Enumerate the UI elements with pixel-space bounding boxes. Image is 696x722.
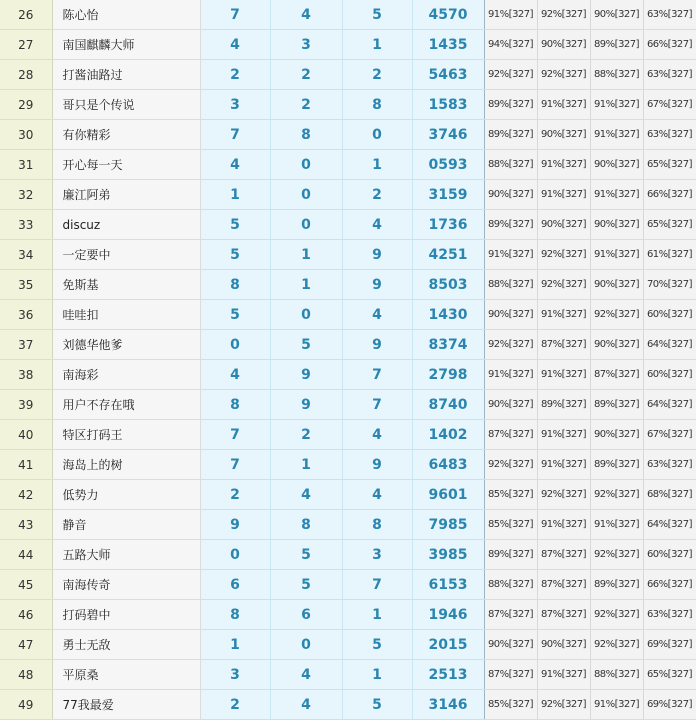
digit-2-cell: 9 xyxy=(270,360,342,390)
username-cell: 静音 xyxy=(52,510,200,540)
stat-1-cell: 91%[327] xyxy=(484,360,537,390)
digit-2-cell: 5 xyxy=(270,570,342,600)
stat-3-cell: 91%[327] xyxy=(590,180,643,210)
number-cell: 1736 xyxy=(412,210,484,240)
table-row xyxy=(0,180,696,210)
digit-2-cell: 2 xyxy=(270,90,342,120)
stat-1-cell: 89%[327] xyxy=(484,120,537,150)
digit-3-cell: 5 xyxy=(342,0,412,30)
digit-3-cell: 1 xyxy=(342,660,412,690)
stat-4-cell: 65%[327] xyxy=(643,210,696,240)
digit-3-cell: 2 xyxy=(342,60,412,90)
stat-2-cell: 91%[327] xyxy=(537,420,590,450)
table-row xyxy=(0,660,696,690)
stat-3-cell: 89%[327] xyxy=(590,570,643,600)
stat-3-cell: 89%[327] xyxy=(590,450,643,480)
stat-4-cell: 63%[327] xyxy=(643,600,696,630)
stat-4-cell: 66%[327] xyxy=(643,180,696,210)
rank-cell: 46 xyxy=(0,600,52,630)
digit-2-cell: 4 xyxy=(270,660,342,690)
rank-cell: 41 xyxy=(0,450,52,480)
stat-3-cell: 90%[327] xyxy=(590,270,643,300)
stat-1-cell: 89%[327] xyxy=(484,210,537,240)
rank-cell: 32 xyxy=(0,180,52,210)
rank-cell: 35 xyxy=(0,270,52,300)
digit-1-cell: 4 xyxy=(200,30,270,60)
digit-2-cell: 0 xyxy=(270,630,342,660)
stat-1-cell: 90%[327] xyxy=(484,390,537,420)
stat-2-cell: 91%[327] xyxy=(537,90,590,120)
stat-3-cell: 92%[327] xyxy=(590,600,643,630)
stat-2-cell: 92%[327] xyxy=(537,60,590,90)
rank-cell: 39 xyxy=(0,390,52,420)
table-row xyxy=(0,0,696,30)
digit-3-cell: 8 xyxy=(342,510,412,540)
stat-3-cell: 92%[327] xyxy=(590,300,643,330)
rank-cell: 29 xyxy=(0,90,52,120)
rank-cell: 26 xyxy=(0,0,52,30)
username-cell: 一定要中 xyxy=(52,240,200,270)
stat-2-cell: 87%[327] xyxy=(537,600,590,630)
stat-2-cell: 90%[327] xyxy=(537,30,590,60)
digit-2-cell: 2 xyxy=(270,420,342,450)
stat-4-cell: 60%[327] xyxy=(643,540,696,570)
digit-3-cell: 4 xyxy=(342,420,412,450)
stat-2-cell: 91%[327] xyxy=(537,180,590,210)
rank-cell: 31 xyxy=(0,150,52,180)
rank-cell: 45 xyxy=(0,570,52,600)
stat-1-cell: 91%[327] xyxy=(484,0,537,30)
table-row xyxy=(0,150,696,180)
stat-3-cell: 89%[327] xyxy=(590,30,643,60)
stat-1-cell: 90%[327] xyxy=(484,300,537,330)
digit-1-cell: 2 xyxy=(200,480,270,510)
table-row xyxy=(0,60,696,90)
digit-3-cell: 9 xyxy=(342,450,412,480)
stat-2-cell: 92%[327] xyxy=(537,240,590,270)
digit-3-cell: 5 xyxy=(342,690,412,720)
stat-4-cell: 67%[327] xyxy=(643,420,696,450)
username-cell: 用户不存在哦 xyxy=(52,390,200,420)
digit-1-cell: 6 xyxy=(200,570,270,600)
digit-1-cell: 5 xyxy=(200,210,270,240)
digit-3-cell: 7 xyxy=(342,390,412,420)
username-cell: 海岛上的树 xyxy=(52,450,200,480)
number-cell: 2513 xyxy=(412,660,484,690)
username-cell: 哇哇扣 xyxy=(52,300,200,330)
number-cell: 3985 xyxy=(412,540,484,570)
stat-3-cell: 92%[327] xyxy=(590,540,643,570)
number-cell: 8503 xyxy=(412,270,484,300)
rank-cell: 40 xyxy=(0,420,52,450)
username-cell: discuz xyxy=(52,210,200,240)
table-row xyxy=(0,330,696,360)
digit-1-cell: 0 xyxy=(200,330,270,360)
table-row xyxy=(0,300,696,330)
number-cell: 9601 xyxy=(412,480,484,510)
table-row xyxy=(0,270,696,300)
stat-4-cell: 68%[327] xyxy=(643,480,696,510)
digit-1-cell: 2 xyxy=(200,690,270,720)
username-cell: 陈心怡 xyxy=(52,0,200,30)
stat-3-cell: 90%[327] xyxy=(590,330,643,360)
digit-2-cell: 5 xyxy=(270,330,342,360)
stat-3-cell: 91%[327] xyxy=(590,90,643,120)
stat-4-cell: 63%[327] xyxy=(643,60,696,90)
username-cell: 特区打码王 xyxy=(52,420,200,450)
digit-2-cell: 1 xyxy=(270,270,342,300)
digit-2-cell: 8 xyxy=(270,510,342,540)
stat-3-cell: 91%[327] xyxy=(590,510,643,540)
rank-cell: 27 xyxy=(0,30,52,60)
number-cell: 5463 xyxy=(412,60,484,90)
number-cell: 8374 xyxy=(412,330,484,360)
number-cell: 1402 xyxy=(412,420,484,450)
stat-4-cell: 69%[327] xyxy=(643,630,696,660)
digit-1-cell: 7 xyxy=(200,0,270,30)
table-row xyxy=(0,30,696,60)
username-cell: 77我最爱 xyxy=(52,690,200,720)
username-cell: 低势力 xyxy=(52,480,200,510)
digit-3-cell: 1 xyxy=(342,30,412,60)
stat-4-cell: 64%[327] xyxy=(643,510,696,540)
digit-2-cell: 1 xyxy=(270,450,342,480)
stat-4-cell: 63%[327] xyxy=(643,120,696,150)
digit-1-cell: 4 xyxy=(200,150,270,180)
stat-3-cell: 91%[327] xyxy=(590,240,643,270)
rank-cell: 49 xyxy=(0,690,52,720)
stat-4-cell: 63%[327] xyxy=(643,450,696,480)
username-cell: 南海传奇 xyxy=(52,570,200,600)
digit-2-cell: 4 xyxy=(270,0,342,30)
stat-2-cell: 91%[327] xyxy=(537,660,590,690)
number-cell: 2798 xyxy=(412,360,484,390)
rank-cell: 28 xyxy=(0,60,52,90)
number-cell: 8740 xyxy=(412,390,484,420)
stat-1-cell: 88%[327] xyxy=(484,150,537,180)
stat-3-cell: 90%[327] xyxy=(590,210,643,240)
stat-1-cell: 90%[327] xyxy=(484,180,537,210)
username-cell: 有你精彩 xyxy=(52,120,200,150)
number-cell: 3146 xyxy=(412,690,484,720)
digit-2-cell: 0 xyxy=(270,150,342,180)
stat-1-cell: 91%[327] xyxy=(484,240,537,270)
stat-3-cell: 90%[327] xyxy=(590,420,643,450)
stat-3-cell: 89%[327] xyxy=(590,390,643,420)
digit-2-cell: 8 xyxy=(270,120,342,150)
digit-3-cell: 8 xyxy=(342,90,412,120)
stat-1-cell: 94%[327] xyxy=(484,30,537,60)
table-row xyxy=(0,690,696,720)
stat-3-cell: 90%[327] xyxy=(590,0,643,30)
number-cell: 1435 xyxy=(412,30,484,60)
stat-2-cell: 91%[327] xyxy=(537,450,590,480)
table-row xyxy=(0,540,696,570)
digit-2-cell: 5 xyxy=(270,540,342,570)
stat-4-cell: 64%[327] xyxy=(643,390,696,420)
digit-2-cell: 0 xyxy=(270,180,342,210)
number-cell: 3159 xyxy=(412,180,484,210)
stat-2-cell: 92%[327] xyxy=(537,0,590,30)
stat-3-cell: 92%[327] xyxy=(590,480,643,510)
table-row xyxy=(0,390,696,420)
digit-1-cell: 1 xyxy=(200,180,270,210)
digit-3-cell: 3 xyxy=(342,540,412,570)
digit-3-cell: 9 xyxy=(342,330,412,360)
stat-2-cell: 91%[327] xyxy=(537,510,590,540)
table-row xyxy=(0,240,696,270)
stat-4-cell: 64%[327] xyxy=(643,330,696,360)
digit-2-cell: 4 xyxy=(270,690,342,720)
digit-2-cell: 0 xyxy=(270,210,342,240)
digit-3-cell: 2 xyxy=(342,180,412,210)
stat-1-cell: 85%[327] xyxy=(484,690,537,720)
number-cell: 2015 xyxy=(412,630,484,660)
stat-2-cell: 87%[327] xyxy=(537,540,590,570)
table-row xyxy=(0,480,696,510)
stat-4-cell: 66%[327] xyxy=(643,30,696,60)
stat-3-cell: 91%[327] xyxy=(590,120,643,150)
stat-3-cell: 88%[327] xyxy=(590,60,643,90)
digit-1-cell: 3 xyxy=(200,660,270,690)
stat-1-cell: 85%[327] xyxy=(484,510,537,540)
digit-2-cell: 4 xyxy=(270,480,342,510)
table-row xyxy=(0,420,696,450)
digit-1-cell: 2 xyxy=(200,60,270,90)
stat-1-cell: 92%[327] xyxy=(484,60,537,90)
rank-cell: 36 xyxy=(0,300,52,330)
table-row xyxy=(0,510,696,540)
number-cell: 1583 xyxy=(412,90,484,120)
stat-4-cell: 63%[327] xyxy=(643,0,696,30)
stat-4-cell: 67%[327] xyxy=(643,90,696,120)
stat-3-cell: 92%[327] xyxy=(590,630,643,660)
stat-1-cell: 87%[327] xyxy=(484,600,537,630)
digit-1-cell: 1 xyxy=(200,630,270,660)
digit-3-cell: 4 xyxy=(342,210,412,240)
stat-2-cell: 92%[327] xyxy=(537,690,590,720)
rank-cell: 43 xyxy=(0,510,52,540)
stat-2-cell: 87%[327] xyxy=(537,570,590,600)
stat-2-cell: 91%[327] xyxy=(537,150,590,180)
digit-3-cell: 1 xyxy=(342,150,412,180)
number-cell: 7985 xyxy=(412,510,484,540)
digit-1-cell: 0 xyxy=(200,540,270,570)
digit-3-cell: 4 xyxy=(342,300,412,330)
stat-2-cell: 91%[327] xyxy=(537,300,590,330)
rank-cell: 48 xyxy=(0,660,52,690)
number-cell: 0593 xyxy=(412,150,484,180)
username-cell: 开心每一天 xyxy=(52,150,200,180)
stat-1-cell: 87%[327] xyxy=(484,660,537,690)
stat-4-cell: 69%[327] xyxy=(643,690,696,720)
username-cell: 南国麒麟大师 xyxy=(52,30,200,60)
digit-1-cell: 4 xyxy=(200,360,270,390)
stat-2-cell: 87%[327] xyxy=(537,330,590,360)
rank-cell: 37 xyxy=(0,330,52,360)
digit-2-cell: 2 xyxy=(270,60,342,90)
digit-3-cell: 1 xyxy=(342,600,412,630)
stat-2-cell: 89%[327] xyxy=(537,390,590,420)
table-row xyxy=(0,600,696,630)
table-row xyxy=(0,210,696,240)
rank-cell: 44 xyxy=(0,540,52,570)
stat-3-cell: 90%[327] xyxy=(590,150,643,180)
stat-1-cell: 92%[327] xyxy=(484,450,537,480)
digit-2-cell: 9 xyxy=(270,390,342,420)
username-cell: 五路大师 xyxy=(52,540,200,570)
digit-2-cell: 0 xyxy=(270,300,342,330)
rank-cell: 30 xyxy=(0,120,52,150)
username-cell: 勇士无敌 xyxy=(52,630,200,660)
stat-1-cell: 90%[327] xyxy=(484,630,537,660)
digit-2-cell: 6 xyxy=(270,600,342,630)
digit-1-cell: 5 xyxy=(200,240,270,270)
stat-4-cell: 61%[327] xyxy=(643,240,696,270)
number-cell: 4251 xyxy=(412,240,484,270)
number-cell: 4570 xyxy=(412,0,484,30)
username-cell: 刘德华他爹 xyxy=(52,330,200,360)
number-cell: 6483 xyxy=(412,450,484,480)
table-row xyxy=(0,630,696,660)
stat-4-cell: 65%[327] xyxy=(643,660,696,690)
digit-1-cell: 7 xyxy=(200,120,270,150)
stat-2-cell: 90%[327] xyxy=(537,210,590,240)
username-cell: 哥只是个传说 xyxy=(52,90,200,120)
digit-1-cell: 8 xyxy=(200,390,270,420)
digit-3-cell: 7 xyxy=(342,570,412,600)
rank-cell: 47 xyxy=(0,630,52,660)
rank-cell: 38 xyxy=(0,360,52,390)
table-row xyxy=(0,90,696,120)
number-cell: 3746 xyxy=(412,120,484,150)
digit-3-cell: 0 xyxy=(342,120,412,150)
stat-1-cell: 88%[327] xyxy=(484,570,537,600)
stat-1-cell: 88%[327] xyxy=(484,270,537,300)
stat-2-cell: 91%[327] xyxy=(537,360,590,390)
digit-1-cell: 5 xyxy=(200,300,270,330)
username-cell: 打酱油路过 xyxy=(52,60,200,90)
table-row xyxy=(0,450,696,480)
digit-3-cell: 4 xyxy=(342,480,412,510)
stat-4-cell: 66%[327] xyxy=(643,570,696,600)
table-row xyxy=(0,360,696,390)
stat-1-cell: 87%[327] xyxy=(484,420,537,450)
digit-1-cell: 9 xyxy=(200,510,270,540)
stat-4-cell: 60%[327] xyxy=(643,360,696,390)
digit-3-cell: 9 xyxy=(342,240,412,270)
number-cell: 1946 xyxy=(412,600,484,630)
stat-3-cell: 91%[327] xyxy=(590,690,643,720)
digit-2-cell: 1 xyxy=(270,240,342,270)
stat-1-cell: 92%[327] xyxy=(484,330,537,360)
stat-2-cell: 90%[327] xyxy=(537,120,590,150)
stat-2-cell: 90%[327] xyxy=(537,630,590,660)
username-cell: 打码碧中 xyxy=(52,600,200,630)
digit-1-cell: 8 xyxy=(200,600,270,630)
number-cell: 1430 xyxy=(412,300,484,330)
digit-2-cell: 3 xyxy=(270,30,342,60)
digit-1-cell: 8 xyxy=(200,270,270,300)
stat-1-cell: 89%[327] xyxy=(484,90,537,120)
username-cell: 免斯基 xyxy=(52,270,200,300)
digit-3-cell: 7 xyxy=(342,360,412,390)
digit-1-cell: 7 xyxy=(200,420,270,450)
digit-3-cell: 9 xyxy=(342,270,412,300)
digit-3-cell: 5 xyxy=(342,630,412,660)
rank-cell: 33 xyxy=(0,210,52,240)
stat-4-cell: 60%[327] xyxy=(643,300,696,330)
username-cell: 平原桑 xyxy=(52,660,200,690)
stat-3-cell: 87%[327] xyxy=(590,360,643,390)
rank-cell: 42 xyxy=(0,480,52,510)
stat-1-cell: 85%[327] xyxy=(484,480,537,510)
number-cell: 6153 xyxy=(412,570,484,600)
table-row xyxy=(0,570,696,600)
stat-4-cell: 65%[327] xyxy=(643,150,696,180)
stat-4-cell: 70%[327] xyxy=(643,270,696,300)
digit-1-cell: 3 xyxy=(200,90,270,120)
username-cell: 廉江阿弟 xyxy=(52,180,200,210)
username-cell: 南海彩 xyxy=(52,360,200,390)
stat-1-cell: 89%[327] xyxy=(484,540,537,570)
digit-1-cell: 7 xyxy=(200,450,270,480)
stat-2-cell: 92%[327] xyxy=(537,270,590,300)
stat-2-cell: 92%[327] xyxy=(537,480,590,510)
table-row xyxy=(0,120,696,150)
rank-cell: 34 xyxy=(0,240,52,270)
stat-3-cell: 88%[327] xyxy=(590,660,643,690)
